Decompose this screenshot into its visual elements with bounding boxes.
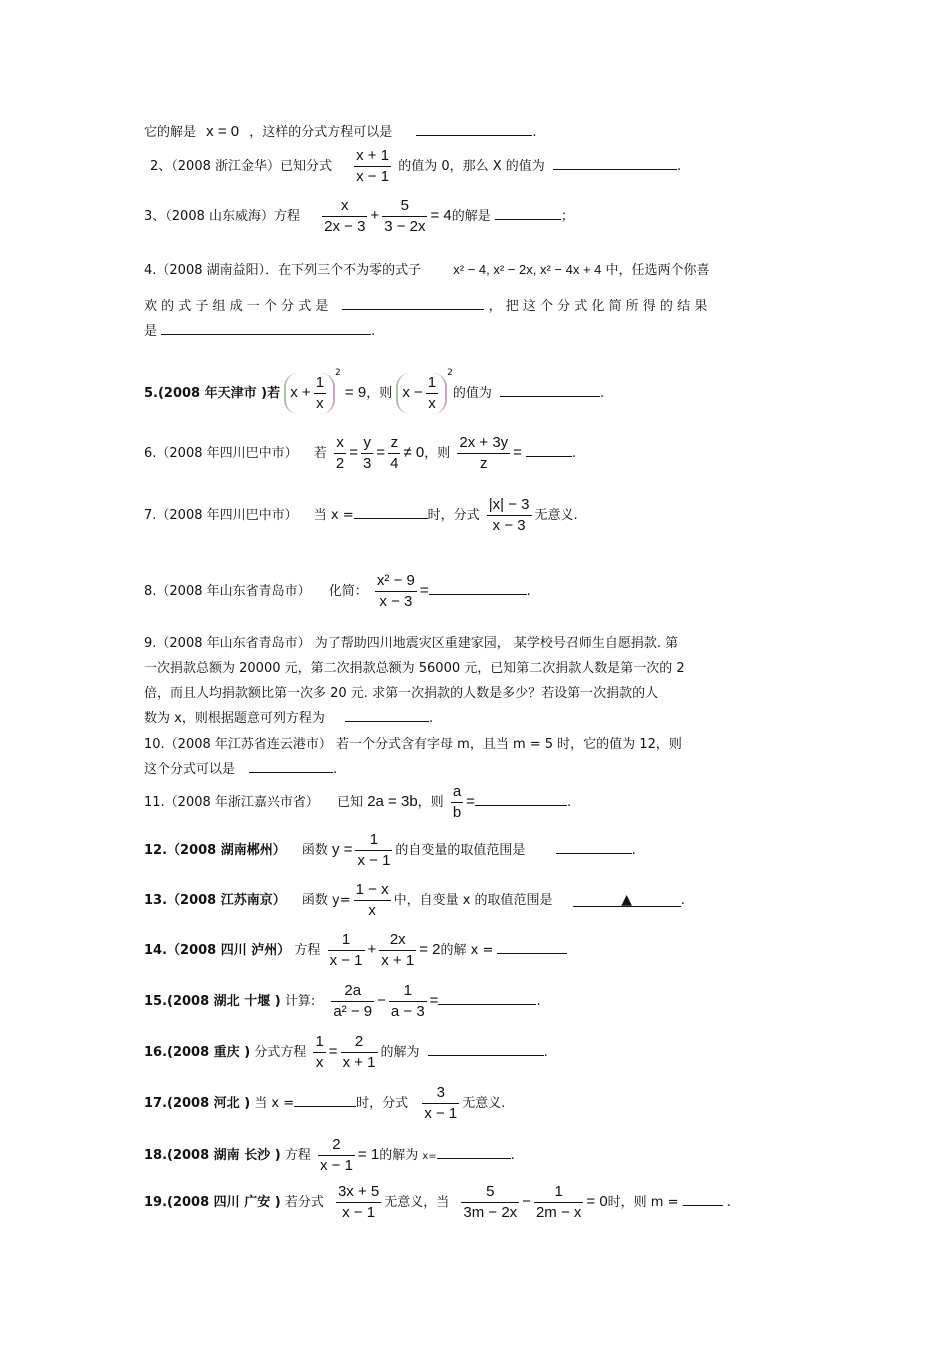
denominator: x − 1: [424, 1105, 458, 1122]
denominator: x − 1: [356, 168, 390, 185]
numerator: 3: [422, 1083, 459, 1104]
text: 14.（2008 四川 泸州）: [144, 943, 291, 958]
numerator: 3x + 5: [336, 1182, 381, 1203]
denominator: 2x − 3: [324, 218, 366, 235]
fraction: [328, 930, 365, 971]
fraction: [341, 1032, 378, 1073]
fraction: [487, 495, 532, 536]
text: .: [726, 1195, 731, 1210]
text: 若: [313, 446, 327, 461]
text: 无意义.: [534, 508, 578, 523]
numerator: y: [361, 433, 373, 454]
numerator: 1: [313, 1032, 325, 1053]
fraction: [331, 981, 374, 1022]
text: .: [566, 795, 572, 810]
numerator: 1: [328, 930, 365, 951]
text: .: [571, 446, 577, 461]
answer-blank[interactable]: [556, 839, 632, 854]
text: 计算:: [284, 994, 316, 1009]
text: 5.(2008 年天津市 )若: [144, 386, 281, 401]
text: 的解是: [451, 209, 491, 224]
text: 7.（2008 年四川巴中市）: [144, 508, 298, 523]
numerator: 2: [318, 1135, 355, 1156]
fraction: [318, 1135, 355, 1176]
numerator: x: [322, 196, 367, 217]
text: .: [371, 324, 376, 339]
math: =: [429, 992, 439, 1009]
text: .: [532, 125, 537, 140]
text: 2、（2008 浙江金华）已知分式: [150, 159, 332, 174]
text: 若分式: [284, 1195, 324, 1210]
fraction: [379, 930, 416, 971]
operator: +: [370, 207, 380, 224]
text: .: [600, 386, 605, 401]
question-4-line-2: [144, 295, 707, 314]
denominator: x + 1: [342, 1054, 376, 1071]
text: 的值为 0，那么 X 的值为: [398, 159, 545, 174]
question-18: [144, 1135, 515, 1176]
numerator: 5: [382, 196, 427, 217]
question-11: [144, 782, 571, 823]
numerator: 2x: [379, 930, 416, 951]
text: .: [680, 893, 685, 908]
text: 欢 的 式 子 组 成 一 个 分 式 是: [144, 299, 329, 314]
question-6: 6.（2008 年四川巴中市） 若 $\frac{x}{2}$ = $\frac{y}{3}$ = $\frac{z}{4}$ ≠ 0，则 $\frac{2x + 3y}{z}$ = .: [144, 434, 577, 472]
text: .: [526, 584, 531, 599]
fraction: [426, 373, 438, 414]
denominator: x − 1: [329, 952, 363, 969]
text: 时，则 m =: [607, 1195, 679, 1210]
fraction: [422, 1083, 459, 1124]
fraction: [313, 1032, 325, 1073]
fraction: [354, 880, 391, 921]
answer-blank[interactable]: [475, 791, 567, 806]
question-19: [144, 1182, 731, 1223]
math: 2a = 3b: [367, 793, 418, 810]
text: 无意义，当: [384, 1195, 450, 1210]
text: 中，自变量 x 的取值范围是: [393, 893, 553, 908]
numerator: 1: [389, 981, 427, 1002]
text: ，则: [424, 446, 451, 461]
numerator: 1: [534, 1182, 583, 1203]
text: 分式方程: [254, 1045, 307, 1060]
text: 18.(2008 湖南 长沙 ): [144, 1148, 281, 1163]
question-13: [144, 880, 685, 921]
denominator: 4: [390, 455, 399, 472]
text: 11.（2008 年浙江嘉兴市省）: [144, 795, 319, 810]
math: =: [513, 444, 522, 461]
fraction: [382, 196, 427, 237]
answer-blank[interactable]: [354, 504, 428, 519]
fraction: [354, 146, 391, 187]
numerator: 2a: [331, 981, 374, 1002]
operator: −: [522, 1193, 531, 1210]
fraction: [451, 782, 463, 823]
answer-blank[interactable]: [161, 320, 371, 335]
numerator: x + 1: [354, 146, 391, 167]
text: 17.(2008 河北 ): [144, 1096, 251, 1111]
text: 当 x =: [313, 508, 354, 523]
answer-blank[interactable]: [500, 382, 600, 397]
question-14: [144, 930, 567, 971]
denominator: 2m − x: [535, 1204, 582, 1221]
text: 这个分式可以是: [144, 762, 236, 777]
text: ， 把 这 个 分 式 化 简 所 得 的 结 果: [488, 299, 708, 314]
answer-blank[interactable]: [437, 1144, 511, 1159]
question-9-line-3: 倍，而且人均捐款额比第一次多 20 元. 求第一次捐款的人数是多少？若设第一次捐款的人: [144, 686, 659, 701]
operator: −: [377, 992, 386, 1009]
text: 15.(2008 湖北 十堰 ): [144, 994, 281, 1009]
text: 方程: [284, 1148, 311, 1163]
text: x=: [422, 1151, 437, 1162]
question-7: [144, 495, 578, 536]
question-10-line-2: [144, 758, 337, 777]
fraction: [361, 433, 373, 474]
math: = 1: [357, 1146, 380, 1163]
text: 无意义.: [462, 1096, 506, 1111]
denominator: x − 3: [379, 593, 413, 610]
text: ，则: [417, 795, 444, 810]
math: =: [466, 793, 475, 810]
denominator: 3 − 2x: [384, 218, 426, 235]
fraction: [457, 433, 510, 474]
parenthesized-expression: [284, 373, 335, 414]
math: = 2: [419, 941, 441, 958]
answer-blank[interactable]: [294, 1092, 356, 1107]
question-15: [144, 981, 541, 1022]
answer-blank[interactable]: [416, 121, 532, 136]
math: y=: [332, 893, 351, 908]
numerator: z: [388, 433, 400, 454]
denominator: x − 1: [357, 852, 391, 869]
text: 的解为: [379, 1148, 419, 1163]
numerator: x: [334, 433, 346, 454]
text: 方程: [294, 943, 321, 958]
parenthesized-expression: [396, 373, 447, 414]
fraction: [389, 981, 427, 1022]
line-1: [144, 121, 537, 140]
numerator: x² − 9: [375, 571, 417, 592]
question-8: [144, 571, 531, 612]
denominator: a − 3: [390, 1003, 425, 1020]
text: 它的解是: [144, 125, 197, 140]
text: 已知: [337, 795, 364, 810]
text: .: [333, 762, 338, 777]
exponent: 2: [447, 368, 453, 378]
question-12: [144, 830, 636, 871]
answer-blank[interactable]: [429, 580, 527, 595]
math: =: [328, 1043, 338, 1060]
numerator: a: [451, 782, 463, 803]
numerator: 1: [426, 373, 438, 394]
math: = 4: [430, 207, 452, 224]
answer-blank[interactable]: [497, 939, 567, 954]
text: .: [543, 1045, 548, 1060]
text: ；: [560, 209, 574, 224]
denominator: z: [480, 455, 488, 472]
text: 时，分式: [427, 508, 480, 523]
text: .: [676, 159, 682, 174]
answer-blank[interactable]: [438, 990, 536, 1005]
numerator: 1: [355, 830, 392, 851]
denominator: x − 3: [492, 517, 526, 534]
question-3: [144, 196, 574, 237]
answer-blank[interactable]: [573, 892, 681, 907]
answer-blank[interactable]: [553, 155, 677, 170]
text: 的解 x =: [440, 943, 494, 958]
numerator: 2x + 3y: [457, 433, 510, 454]
text: 的值为: [452, 386, 492, 401]
numerator: |x| − 3: [487, 495, 532, 516]
text: .: [510, 1148, 515, 1163]
numerator: 1: [314, 373, 326, 394]
question-4: [144, 259, 710, 278]
text: 6.（2008 年四川巴中市）: [144, 446, 298, 461]
question-9-line-2: 一次捐款总额为 20000 元，第二次捐款总额为 56000 元，已知第二次捐款人数是第一次的 2: [144, 661, 685, 676]
text: 的自变量的取值范围是: [395, 843, 526, 858]
text: ，这样的分式方程可以是: [249, 125, 393, 140]
text: ，则: [366, 386, 393, 401]
fraction: [355, 830, 392, 871]
text: 19.(2008 四川 广安 ): [144, 1195, 281, 1210]
math: x² − 4, x² − 2x, x² − 4x + 4: [453, 262, 602, 277]
denominator: a² − 9: [333, 1003, 373, 1020]
question-4-line-3: [144, 320, 375, 339]
exponent: 2: [335, 368, 341, 378]
text: 4.（2008 湖南益阳）．在下列三个不为零的式子: [144, 263, 422, 278]
text: 8.（2008 年山东省青岛市）: [144, 584, 311, 599]
numerator: 2: [341, 1032, 378, 1053]
denominator: x: [316, 395, 324, 412]
answer-blank[interactable]: [345, 707, 429, 722]
question-9-line-4: [144, 707, 433, 726]
text: .: [631, 843, 636, 858]
math: ≠ 0: [403, 444, 425, 461]
text: 中，任选两个你喜: [605, 263, 710, 278]
denominator: x: [428, 395, 436, 412]
fraction: [461, 1182, 519, 1223]
fraction: [322, 196, 367, 237]
denominator: x: [315, 1054, 324, 1071]
text: 的解为: [380, 1045, 420, 1060]
fraction: [534, 1182, 583, 1223]
text: .: [536, 994, 541, 1009]
text: 13.（2008 江苏南京）: [144, 893, 286, 908]
math: = 0: [586, 1193, 608, 1210]
denominator: x: [368, 902, 376, 919]
question-2: [150, 146, 681, 187]
text: 化简：: [328, 584, 368, 599]
math: =: [419, 582, 429, 599]
answer-blank[interactable]: [428, 1041, 544, 1056]
denominator: 3: [363, 455, 372, 472]
question-17: [144, 1083, 505, 1124]
numerator: 5: [461, 1182, 519, 1203]
denominator: b: [452, 804, 462, 821]
text: 是: [144, 324, 158, 339]
denominator: 3m − 2x: [463, 1204, 518, 1221]
denominator: x − 1: [342, 1204, 376, 1221]
math: x = 0: [206, 123, 240, 140]
fraction: [336, 1182, 381, 1223]
math: x +: [290, 384, 311, 401]
math: y =: [332, 841, 353, 858]
text: .: [428, 711, 434, 726]
denominator: 2: [335, 455, 345, 472]
text: 函数: [301, 893, 328, 908]
text: 12.（2008 湖南郴州）: [144, 843, 286, 858]
text: 当 x =: [254, 1096, 295, 1111]
fraction: [334, 433, 346, 474]
text: 3、（2008 山东威海）方程: [144, 209, 300, 224]
math: x −: [402, 384, 423, 401]
numerator: 1 − x: [354, 880, 391, 901]
text: 函数: [301, 843, 328, 858]
answer-blank[interactable]: [249, 758, 333, 773]
fraction: [388, 433, 400, 474]
fraction: [375, 571, 417, 612]
denominator: x + 1: [381, 952, 415, 969]
question-10-line-1: 10.（2008 年江苏省连云港市） 若一个分式含有字母 m，且当 m = 5 时，它的值为 12，则: [144, 737, 682, 752]
fraction: [314, 373, 326, 414]
operator: +: [367, 941, 377, 958]
question-5: [144, 368, 604, 414]
question-9-line-1: 9.（2008 年山东省青岛市） 为了帮助四川地震灾区重建家园， 某学校号召师生自愿捐款. 第: [144, 636, 679, 651]
answer-blank[interactable]: [342, 295, 484, 310]
answer-blank[interactable]: [495, 205, 561, 220]
text: 数为 x，则根据题意可列方程为: [144, 711, 325, 726]
text: 时，分式: [356, 1096, 409, 1111]
answer-blank[interactable]: [683, 1191, 723, 1206]
answer-blank[interactable]: [526, 442, 572, 457]
question-16: [144, 1032, 548, 1073]
text: 16.(2008 重庆 ): [144, 1045, 251, 1060]
triangle-icon: ▲: [621, 892, 633, 908]
denominator: x − 1: [319, 1157, 353, 1174]
math: = 9: [344, 384, 367, 401]
